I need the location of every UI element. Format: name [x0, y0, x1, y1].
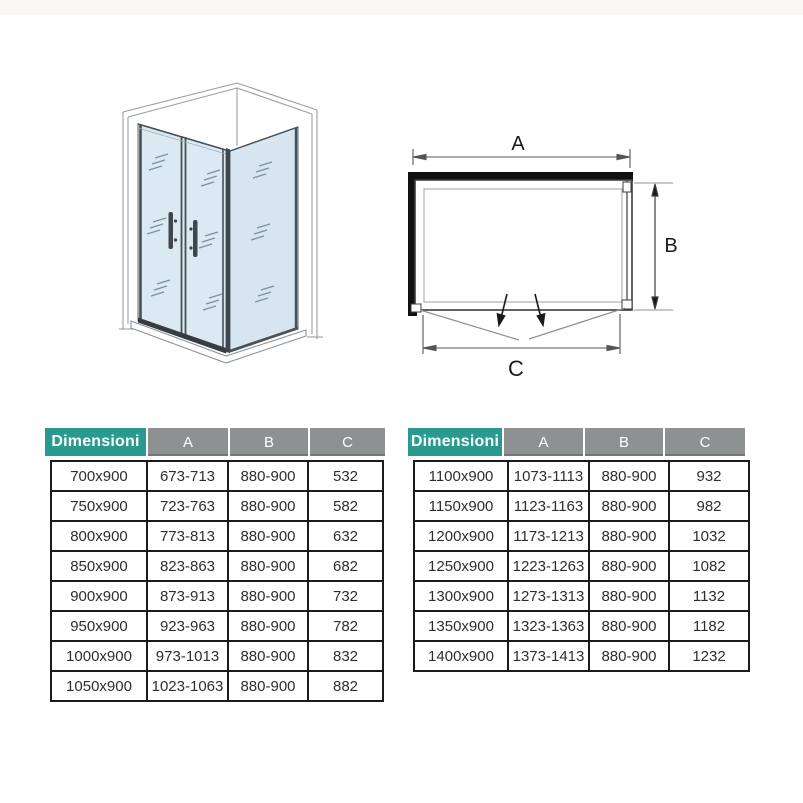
- table-header-row: [408, 428, 750, 456]
- page-top-strip: [0, 0, 803, 15]
- cell-dim-a: 1073-1113: [508, 461, 589, 491]
- cell-dim-c: 1232: [669, 641, 749, 671]
- cell-dim-b: 880-900: [589, 461, 669, 491]
- cell-size: 750x900: [51, 491, 147, 521]
- corner-post: [226, 148, 230, 353]
- cell-dim-c: 1182: [669, 611, 749, 641]
- table-header-dimensions: Dimensioni: [408, 428, 502, 456]
- table-row: [414, 641, 749, 671]
- table-header-col-a: A: [146, 428, 228, 456]
- cell-dim-c: 632: [308, 521, 383, 551]
- cell-dim-c: 782: [308, 611, 383, 641]
- cell-dim-c: 832: [308, 641, 383, 671]
- cell-dim-b: 880-900: [228, 611, 308, 641]
- table-header-col-b: B: [228, 428, 308, 456]
- table-header-row: [45, 428, 385, 456]
- cell-dim-a: 1123-1163: [508, 491, 589, 521]
- cell-dim-b: 880-900: [228, 521, 308, 551]
- cell-size: 1200x900: [414, 521, 508, 551]
- cell-dim-b: 880-900: [228, 641, 308, 671]
- cell-size: 900x900: [51, 581, 147, 611]
- table-header-col-b: B: [583, 428, 663, 456]
- table-row: [51, 491, 383, 521]
- table-header-col-c: C: [663, 428, 745, 456]
- cell-dim-a: 823-863: [147, 551, 228, 581]
- cell-dim-c: 1132: [669, 581, 749, 611]
- cell-dim-b: 880-900: [589, 641, 669, 671]
- table-row: [51, 581, 383, 611]
- cell-dim-b: 880-900: [589, 491, 669, 521]
- cell-dim-b: 880-900: [589, 581, 669, 611]
- table-row: [414, 521, 749, 551]
- cell-dim-b: 880-900: [228, 551, 308, 581]
- cell-size: 700x900: [51, 461, 147, 491]
- cell-dim-b: 880-900: [589, 551, 669, 581]
- table-header-col-c: C: [308, 428, 385, 456]
- table-header-dimensions: Dimensioni: [45, 428, 146, 456]
- cell-dim-c: 932: [669, 461, 749, 491]
- cell-dim-a: 1023-1063: [147, 671, 228, 701]
- cell-dim-c: 532: [308, 461, 383, 491]
- cell-size: 800x900: [51, 521, 147, 551]
- cell-size: 1400x900: [414, 641, 508, 671]
- dimension-table-right: [408, 428, 750, 672]
- cell-size: 1050x900: [51, 671, 147, 701]
- cell-dim-a: 973-1013: [147, 641, 228, 671]
- cell-dim-b: 880-900: [589, 521, 669, 551]
- table-row: [51, 671, 383, 701]
- cell-dim-a: 923-963: [147, 611, 228, 641]
- cell-dim-c: 732: [308, 581, 383, 611]
- cell-dim-c: 682: [308, 551, 383, 581]
- cell-size: 1300x900: [414, 581, 508, 611]
- cell-dim-c: 1032: [669, 521, 749, 551]
- table-row: [51, 521, 383, 551]
- dim-label-b: B: [664, 235, 678, 257]
- table-header-col-a: A: [502, 428, 583, 456]
- cell-dim-b: 880-900: [228, 581, 308, 611]
- cell-dim-a: 773-813: [147, 521, 228, 551]
- dim-label-a: A: [511, 133, 525, 155]
- cell-dim-a: 1323-1363: [508, 611, 589, 641]
- enclosure-outline: [415, 180, 632, 310]
- table-row: [51, 641, 383, 671]
- dimension-table-left: [45, 428, 385, 702]
- table-row: [414, 611, 749, 641]
- cell-dim-a: 1223-1263: [508, 551, 589, 581]
- cell-dim-b: 880-900: [589, 611, 669, 641]
- shower-enclosure-3d-drawing: [105, 70, 365, 380]
- cell-dim-c: 582: [308, 491, 383, 521]
- cell-dim-a: 723-763: [147, 491, 228, 521]
- cell-dim-a: 673-713: [147, 461, 228, 491]
- cell-dim-c: 1082: [669, 551, 749, 581]
- side-glass-panel: [230, 127, 298, 352]
- dim-b: [652, 184, 658, 309]
- cell-dim-a: 1373-1413: [508, 641, 589, 671]
- table-body: [413, 460, 750, 672]
- table-row: [51, 461, 383, 491]
- cell-dim-b: 880-900: [228, 491, 308, 521]
- table-row: [414, 461, 749, 491]
- table-row: [414, 551, 749, 581]
- cell-dim-c: 882: [308, 671, 383, 701]
- table-row: [51, 551, 383, 581]
- cell-size: 1150x900: [414, 491, 508, 521]
- cell-size: 1350x900: [414, 611, 508, 641]
- cell-size: 950x900: [51, 611, 147, 641]
- table-row: [414, 491, 749, 521]
- cell-size: 850x900: [51, 551, 147, 581]
- cell-size: 1000x900: [51, 641, 147, 671]
- cell-dim-a: 1273-1313: [508, 581, 589, 611]
- cell-size: 1100x900: [414, 461, 508, 491]
- table-body: [50, 460, 384, 702]
- table-row: [51, 611, 383, 641]
- door-swing-lines: [420, 308, 625, 340]
- cell-dim-b: 880-900: [228, 461, 308, 491]
- cell-dim-c: 982: [669, 491, 749, 521]
- shower-top-view-drawing: [395, 118, 695, 383]
- cell-dim-a: 873-913: [147, 581, 228, 611]
- table-row: [414, 581, 749, 611]
- cell-size: 1250x900: [414, 551, 508, 581]
- cell-dim-a: 1173-1213: [508, 521, 589, 551]
- cell-dim-b: 880-900: [228, 671, 308, 701]
- dim-label-c: C: [508, 356, 524, 381]
